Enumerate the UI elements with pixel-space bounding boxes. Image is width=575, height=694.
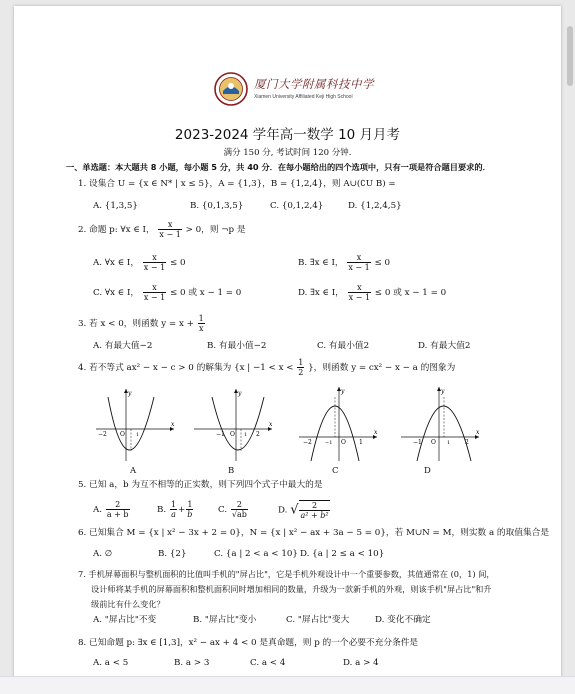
q7-option-d: D. 变化不确定 [375,615,431,625]
q5-c-label: C. [218,505,228,515]
q4-graph-c-label: C [332,466,339,476]
svg-text:y: y [341,388,345,395]
q8-stem: 8. 已知命题 p: ∃x ∈ [1,3]，x² − ax + 4 < 0 是真命题，则 p 的一个必要不充分条件是 [78,638,419,648]
q7-line1: 7. 手机屏幕面积与整机面积的比值叫手机的"屏占比"，它是手机外观设计中一个重要参数，其值通常在 (0，1) 间， [78,569,495,579]
q7-option-c: C. "屏占比"变大 [286,615,350,625]
q4-graph-c [297,385,379,463]
q5-b-frac2: $\frac{1}{b}$ [187,500,193,519]
q2-frac-num: x [158,220,181,230]
q2-fraction [158,220,181,239]
q1-option-a: A. {1,3,5} [93,201,138,211]
q8-option-c: C. a < 4 [250,658,286,668]
q3-stem-pre: 3. 若 x < 0，则函数 y = x + [78,319,194,329]
q5-option-d: D. √ $\frac{2}{\text{a² + b²}}$ [278,501,329,520]
q2-c-frac-den: x − 1 [143,293,166,302]
q8-option-a: A. a < 5 [93,658,129,668]
q2-b-post: ≤ 0 [374,258,391,268]
svg-text:O: O [120,431,125,438]
q4-frac-den: 2 [298,368,304,377]
q7-option-b: B. "屏占比"变小 [193,615,257,625]
q2-a-fraction [143,253,166,272]
svg-text:x: x [171,421,175,428]
vertical-scrollbar[interactable] [565,6,574,676]
q2-option-a [93,253,186,272]
q4-stem-post: }，则函数 y = cx² − x − a 的图象为 [308,363,456,373]
q2-c-pre: C. ∀x ∈ I， [93,288,140,298]
q3-option-c: C. 有最小值2 [317,341,370,351]
svg-text:x: x [476,429,480,436]
svg-text:2: 2 [256,431,260,438]
section-heading: 一、单选题：本大题共 8 小题，每小题 5 分，共 40 分．在每小题给出的四个选项中，只有一项是符合题目要求的． [66,162,491,172]
q2-d-frac-num: x [348,283,371,293]
school-header [214,72,394,106]
viewer-bottom-bar [0,676,575,694]
svg-text:O: O [431,439,436,446]
exam-subtitle: 满分 150 分, 考试时间 120 分钟. [223,148,352,158]
q7-option-a: A. "屏占比"不变 [93,615,157,625]
q3-frac-num: 1 [198,314,204,323]
q2-b-frac-den: x − 1 [348,263,370,272]
q2-b-fraction [347,253,370,272]
q1-option-d: D. {1,2,4,5} [348,201,402,211]
svg-text:O: O [341,439,346,446]
svg-text:−1: −1 [413,439,422,446]
q4-graph-d [399,385,481,463]
q5-b-frac1: $\frac{1}{a}$ [170,500,177,519]
q2-c-post: ≤ 0 或 x − 1 = 0 [170,288,242,298]
q3-option-a: A. 有最大值−2 [93,341,153,351]
q2-frac-den: x − 1 [159,230,181,239]
svg-text:1: 1 [359,439,363,446]
q8-option-b: B. a > 3 [174,658,210,668]
q6-option-b: B. {2} [158,549,187,559]
q4-graph-a-label: A [130,466,137,476]
q2-stem-pre: 2. 命题 p: ∀x ∈ I， [78,225,155,235]
svg-text:2: 2 [465,439,469,446]
q4-fraction [297,358,304,377]
svg-text:x: x [374,429,378,436]
svg-text:O: O [230,431,235,438]
q3-fraction [198,314,205,333]
q3-stem [78,314,206,333]
q4-stem [78,358,455,377]
exam-title: 2023-2024 学年高一数学 10 月月考 [174,127,401,143]
q1-option-c: C. {0,1,2,4} [270,201,324,211]
scrollbar-thumb[interactable] [567,26,573,86]
svg-text:1: 1 [447,440,451,446]
q5-c-fraction [231,500,248,519]
q3-option-d: D. 有最大值2 [418,341,471,351]
q5-b-label: B. [157,505,167,515]
q2-b-pre: B. ∃x ∈ I， [298,258,344,268]
q5-stem: 5. 已知 a，b 为互不相等的正实数，则下列四个式子中最大的是 [78,480,323,490]
q6-stem: 6. 已知集合 M = {x | x² − 3x + 2 = 0}，N = {x | x² − ax + 3a − 5 = 0}，若 M∪N = M，则实数 a 的取值集合是 [78,528,550,538]
q4-frac-num: 1 [298,358,304,367]
q1-stem: 1. 设集合 U = {x ∈ N* | x ≤ 5}，A = {1,3}，B = {1,2,4}，则 A∪(∁U B) = [78,179,396,189]
q2-c-fraction [143,283,166,302]
q3-option-b: B. 有最小值−2 [207,341,267,351]
q5-a-fraction [106,500,130,519]
q4-graph-b-label: B [228,466,235,476]
svg-text:y: y [238,390,242,397]
q3-frac-den: x [198,324,204,333]
q2-option-d [298,283,446,302]
q2-d-fraction [348,283,371,302]
q2-a-post: ≤ 0 [169,258,186,268]
q4-graph-a [94,385,176,463]
svg-text:y: y [441,388,445,395]
q2-d-frac-den: x − 1 [348,293,371,302]
q7-line2: 设计师将某手机的屏幕面积和整机面积同时增加相同的数量，升级为一款新手机的外观，则该手机"屏占比"和升 [91,584,492,594]
svg-text:−1: −1 [216,431,225,438]
q2-option-c [93,283,241,302]
q5-a-num: 2 [106,500,130,510]
q4-stem-pre: 4. 若不等式 ax² − x − c > 0 的解集为 {x | −1 < x < [78,363,294,373]
q5-option-a [93,500,131,519]
document-page [14,6,561,694]
q2-c-frac-num: x [143,283,166,293]
q2-a-frac-den: x − 1 [143,263,166,272]
q6-option-a: A. ∅ [93,549,113,559]
q8-option-d: D. a > 4 [343,658,379,668]
q5-a-den: a + b [106,510,129,519]
q1-option-b: B. {0,1,3,5} [190,201,244,211]
q5-d-fraction: $\frac{2}{\text{a² + b²}}$ [300,501,329,520]
q5-c-den: √ab [231,510,247,519]
q6-option-c: C. {a | 2 < a < 10} [214,549,298,559]
svg-text:1: 1 [244,432,248,438]
q5-d-label: D. [278,505,288,516]
q5-option-c [218,500,249,519]
q2-option-b [298,253,390,272]
svg-text:−1: −1 [325,440,333,446]
svg-text:−2: −2 [98,431,107,438]
school-name-cn: 厦门大学附属科技中学 [254,77,374,91]
q2-d-pre: D. ∃x ∈ I， [298,288,344,298]
q2-b-frac-num: x [347,253,370,263]
svg-text:−2: −2 [303,439,312,446]
q4-graph-b [192,385,274,463]
q2-a-frac-num: x [143,253,166,263]
q5-c-num: 2 [231,500,248,510]
q5-option-b: B. $\frac{1}{a}$ + $\frac{1}{b}$ [157,500,193,519]
svg-text:y: y [128,390,132,397]
svg-text:1: 1 [136,432,140,438]
q2-stem-post: > 0，则 ¬p 是 [185,225,246,235]
q5-a-label: A. [93,505,103,515]
svg-text:x: x [269,421,273,428]
q2-stem [78,220,246,239]
q7-line3: 级前比有什么变化？ [91,599,165,609]
q2-a-pre: A. ∀x ∈ I， [93,258,140,268]
q4-graph-d-label: D [424,466,431,476]
q6-option-d: D. {a | 2 ≤ a < 10} [300,549,385,559]
school-logo-icon [214,72,248,106]
q2-d-post: ≤ 0 或 x − 1 = 0 [374,288,447,298]
school-name-en: Xiamen University Affiliated Keji High School [254,94,353,100]
